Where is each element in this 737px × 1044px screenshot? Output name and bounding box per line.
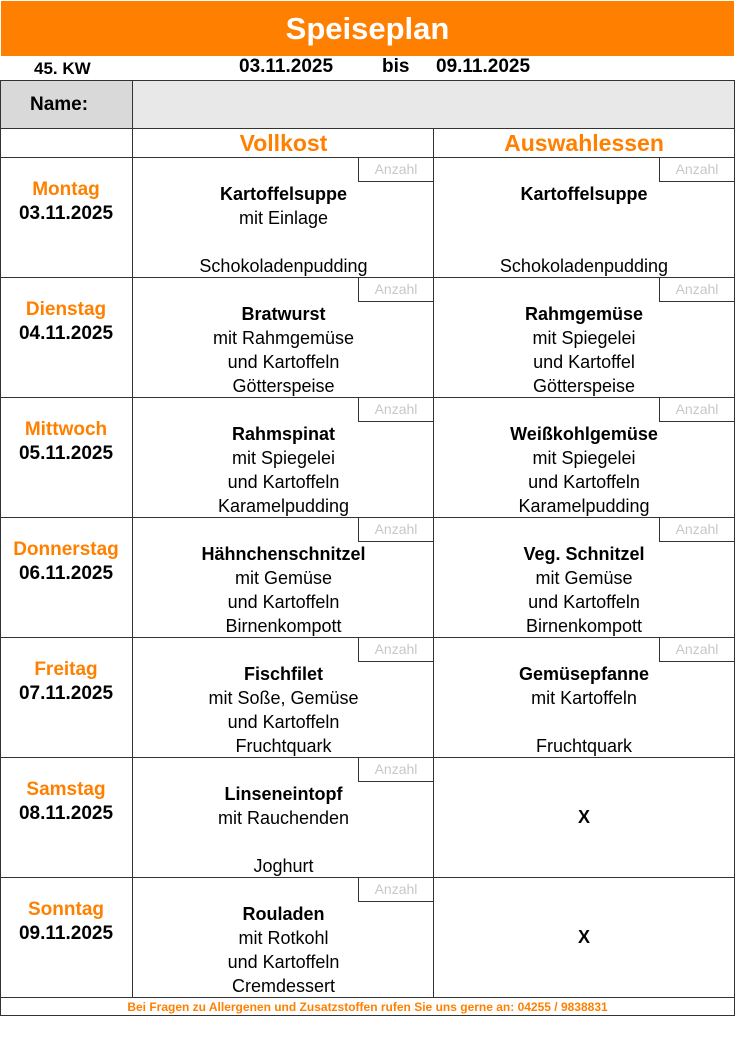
meal-vollkost <box>134 182 433 278</box>
meal-line: Birnenkompott <box>525 616 643 636</box>
anzahl-field-auswahlessen[interactable]: Anzahl <box>659 638 734 662</box>
date-bis: bis <box>382 56 410 77</box>
day-date: 07.11.2025 <box>18 683 114 704</box>
day-cell <box>0 298 132 346</box>
day-cell <box>0 778 132 826</box>
meal-line: Bratwurst <box>241 304 326 324</box>
meal-line: Fruchtquark <box>235 736 332 756</box>
meal-line: Karamelpudding <box>518 496 650 516</box>
meal-line: mit Spiegelei <box>532 448 636 468</box>
meal-line: und Kartoffeln <box>227 352 340 372</box>
meal-line: Hähnchenschnitzel <box>201 544 366 564</box>
grid-line-h <box>0 157 735 158</box>
grid-line-h <box>0 877 735 878</box>
meal-line: Kartoffelsuppe <box>520 184 648 204</box>
meal-line: und Kartoffel <box>533 352 635 372</box>
day-date: 06.11.2025 <box>18 563 114 584</box>
grid-line-v <box>132 80 133 997</box>
day-name: Donnerstag <box>13 539 119 560</box>
meal-vollkost <box>134 902 433 998</box>
meal-line: Cremdessert <box>231 976 336 996</box>
meal-vollkost <box>134 782 433 878</box>
anzahl-field-auswahlessen[interactable]: Anzahl <box>659 518 734 542</box>
meal-line: mit Gemüse <box>234 568 333 588</box>
meal-line: Fischfilet <box>243 664 323 684</box>
grid-line-h <box>0 397 735 398</box>
meal-line: Weißkohlgemüse <box>510 424 658 444</box>
anzahl-field-vollkost[interactable]: Anzahl <box>358 158 433 182</box>
page-title: Speiseplan <box>1 1 734 56</box>
day-name: Montag <box>32 179 100 200</box>
meal-line: Rahmspinat <box>231 424 336 444</box>
meal-auswahlessen <box>434 302 734 398</box>
meal-auswahlessen <box>434 422 734 518</box>
grid-line-h <box>0 757 735 758</box>
meal-line: mit Rahmgemüse <box>212 328 355 348</box>
meal-line: Schokoladenpudding <box>199 256 368 276</box>
meal-line: Kartoffelsuppe <box>219 184 347 204</box>
meal-line: Veg. Schnitzel <box>523 544 645 564</box>
week-label: 45. KW <box>34 59 91 78</box>
date-from: 03.11.2025 <box>239 56 334 77</box>
anzahl-field-auswahlessen[interactable]: Anzahl <box>659 398 734 422</box>
meal-line: Götterspeise <box>532 376 636 396</box>
meal-vollkost <box>134 662 433 758</box>
meal-line: mit Spiegelei <box>231 448 336 468</box>
meal-line: Linseneintopf <box>224 784 343 804</box>
meal-auswahlessen <box>434 662 734 758</box>
meal-vollkost <box>134 422 433 518</box>
meal-auswahlessen <box>434 182 734 278</box>
meal-line: Gemüsepfanne <box>518 664 650 684</box>
meal-line: und Kartoffeln <box>227 472 340 492</box>
meal-line: mit Kartoffeln <box>531 688 637 708</box>
meal-line: Rouladen <box>242 904 325 924</box>
anzahl-field-vollkost[interactable]: Anzahl <box>358 278 433 302</box>
meal-line: Joghurt <box>253 856 314 876</box>
meal-line: mit Gemüse <box>535 568 633 588</box>
meal-line: mit Rauchenden <box>217 808 350 828</box>
column-header-auswahlessen: Auswahlessen <box>504 130 664 156</box>
anzahl-field-vollkost[interactable]: Anzahl <box>358 638 433 662</box>
day-cell <box>0 658 132 706</box>
grid-line-h <box>0 517 735 518</box>
meal-line: und Kartoffeln <box>227 592 340 612</box>
meal-line <box>134 830 433 854</box>
anzahl-field-auswahlessen[interactable]: Anzahl <box>659 158 734 182</box>
day-cell <box>0 178 132 226</box>
meal-line: und Kartoffeln <box>227 712 340 732</box>
meal-line <box>434 230 734 254</box>
name-label: Name: <box>30 94 89 115</box>
meal-line: und Kartoffeln <box>227 952 340 972</box>
anzahl-field-vollkost[interactable]: Anzahl <box>358 758 433 782</box>
day-date: 09.11.2025 <box>18 923 114 944</box>
day-date: 08.11.2025 <box>18 803 114 824</box>
day-name: Sonntag <box>28 899 104 920</box>
meal-line: mit Rotkohl <box>238 928 329 948</box>
meal-line: Götterspeise <box>232 376 335 396</box>
meal-line <box>434 710 734 734</box>
day-cell <box>0 418 132 466</box>
meal-line: und Kartoffeln <box>528 472 640 492</box>
column-header-vollkost: Vollkost <box>239 130 328 156</box>
date-to: 09.11.2025 <box>436 56 531 77</box>
day-name: Samstag <box>26 779 106 800</box>
day-cell <box>0 898 132 946</box>
no-meal-mark: X <box>577 807 590 827</box>
day-date: 04.11.2025 <box>18 323 114 344</box>
day-name: Mittwoch <box>24 419 108 440</box>
grid-line-h <box>0 637 735 638</box>
day-date: 05.11.2025 <box>18 443 114 464</box>
anzahl-field-vollkost[interactable]: Anzahl <box>358 878 433 902</box>
anzahl-field-vollkost[interactable]: Anzahl <box>358 398 433 422</box>
meal-vollkost <box>134 542 433 638</box>
meal-line: Karamelpudding <box>217 496 350 516</box>
grid-line-h <box>0 80 735 81</box>
grid-line-h <box>0 128 735 129</box>
name-input-cell[interactable] <box>133 80 734 128</box>
grid-line-h <box>0 277 735 278</box>
day-name: Freitag <box>34 659 98 680</box>
meal-auswahlessen <box>434 542 734 638</box>
grid-line-v <box>0 80 1 1016</box>
meal-line <box>434 206 734 230</box>
meal-line <box>134 230 433 254</box>
meal-line: Fruchtquark <box>535 736 633 756</box>
day-cell <box>0 538 132 586</box>
grid-line-v <box>734 80 735 1016</box>
meal-line: Birnenkompott <box>225 616 342 636</box>
meal-line: mit Soße, Gemüse <box>208 688 359 708</box>
meal-line: Schokoladenpudding <box>499 256 669 276</box>
anzahl-field-auswahlessen[interactable]: Anzahl <box>659 278 734 302</box>
day-date: 03.11.2025 <box>18 203 114 224</box>
meal-line: und Kartoffeln <box>528 592 640 612</box>
anzahl-field-vollkost[interactable]: Anzahl <box>358 518 433 542</box>
meal-line: Rahmgemüse <box>524 304 644 324</box>
day-name: Dienstag <box>25 299 107 320</box>
footer-note: Bei Fragen zu Allergenen und Zusatzstoffen rufen Sie uns gerne an: 04255 / 9838831 <box>127 1000 608 1014</box>
meal-line: mit Spiegelei <box>532 328 636 348</box>
no-meal-mark: X <box>577 927 590 947</box>
meal-vollkost <box>134 302 433 398</box>
meal-line: mit Einlage <box>238 208 329 228</box>
grid-line-v <box>433 128 434 997</box>
